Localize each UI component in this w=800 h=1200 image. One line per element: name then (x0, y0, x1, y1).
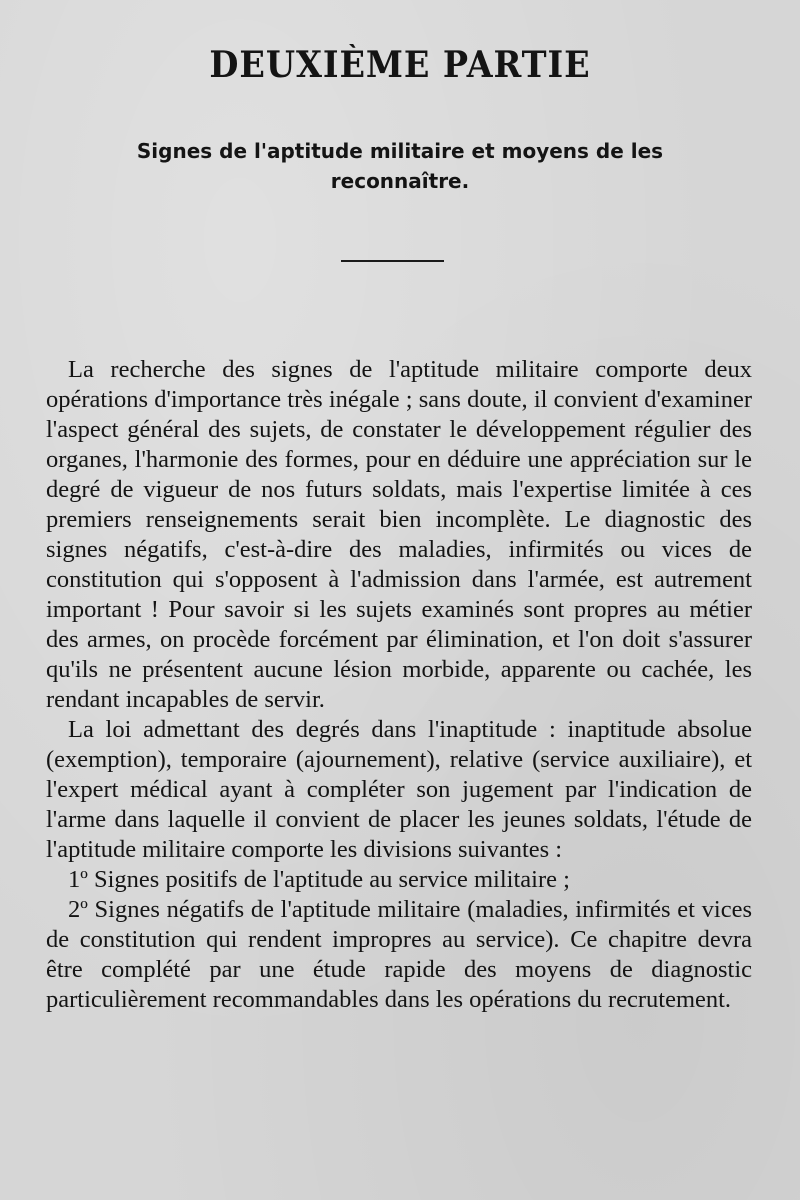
chapter-title-line-1: Signes de l'aptitude militaire et moyens de les (136, 139, 664, 163)
section-divider (341, 260, 444, 262)
part-title: DEUXIÈME PARTIE (209, 44, 591, 86)
chapter-title-line-2: reconnaître. (330, 169, 470, 193)
paragraph-1: La recherche des signes de l'aptitude militaire comporte deux opérations d'importance très inégale ; sans doute, il convient d'examiner l'aspect général des sujets, de constater le développement régulier des organes, l'harmonie des formes, pour en déduire une appréciation sur le degré de vigueur de nos futurs soldats, mais l'expertise limitée à ces premiers renseignements serait bien incomplète. Le diagnostic des signes négatifs, c'est-à-dire des maladies, infirmités ou vices de constitution qui s'opposent à l'admission dans l'armée, est autrement important ! Pour savoir si les sujets examinés sont propres au métier des armes, on procède forcément par élimination, et l'on doit s'assurer qu'ils ne présentent aucune lésion morbide, apparente ou cachée, les rendant incapables de servir. (46, 356, 752, 713)
chapter-title (60, 136, 740, 196)
body-text (46, 355, 752, 1015)
list-item-1: 1º Signes positifs de l'aptitude au service militaire ; (68, 866, 570, 893)
list-item-2: 2º Signes négatifs de l'aptitude militaire (maladies, infirmités et vices de constitution qui rendent impropres au service). Ce chapitre devra être complété par une étude rapide des moyens de diagnostic particulièrement recommandables dans les opérations du recrutement. (46, 896, 752, 1013)
paragraph-2: La loi admettant des degrés dans l'inaptitude : inaptitude absolue (exemption), temporaire (ajournement), relative (service auxiliaire), et l'expert médical ayant à compléter son jugement par l'indication de l'arme dans laquelle il convient de placer les jeunes soldats, l'étude de l'aptitude militaire comporte les divisions suivantes : (46, 716, 752, 863)
